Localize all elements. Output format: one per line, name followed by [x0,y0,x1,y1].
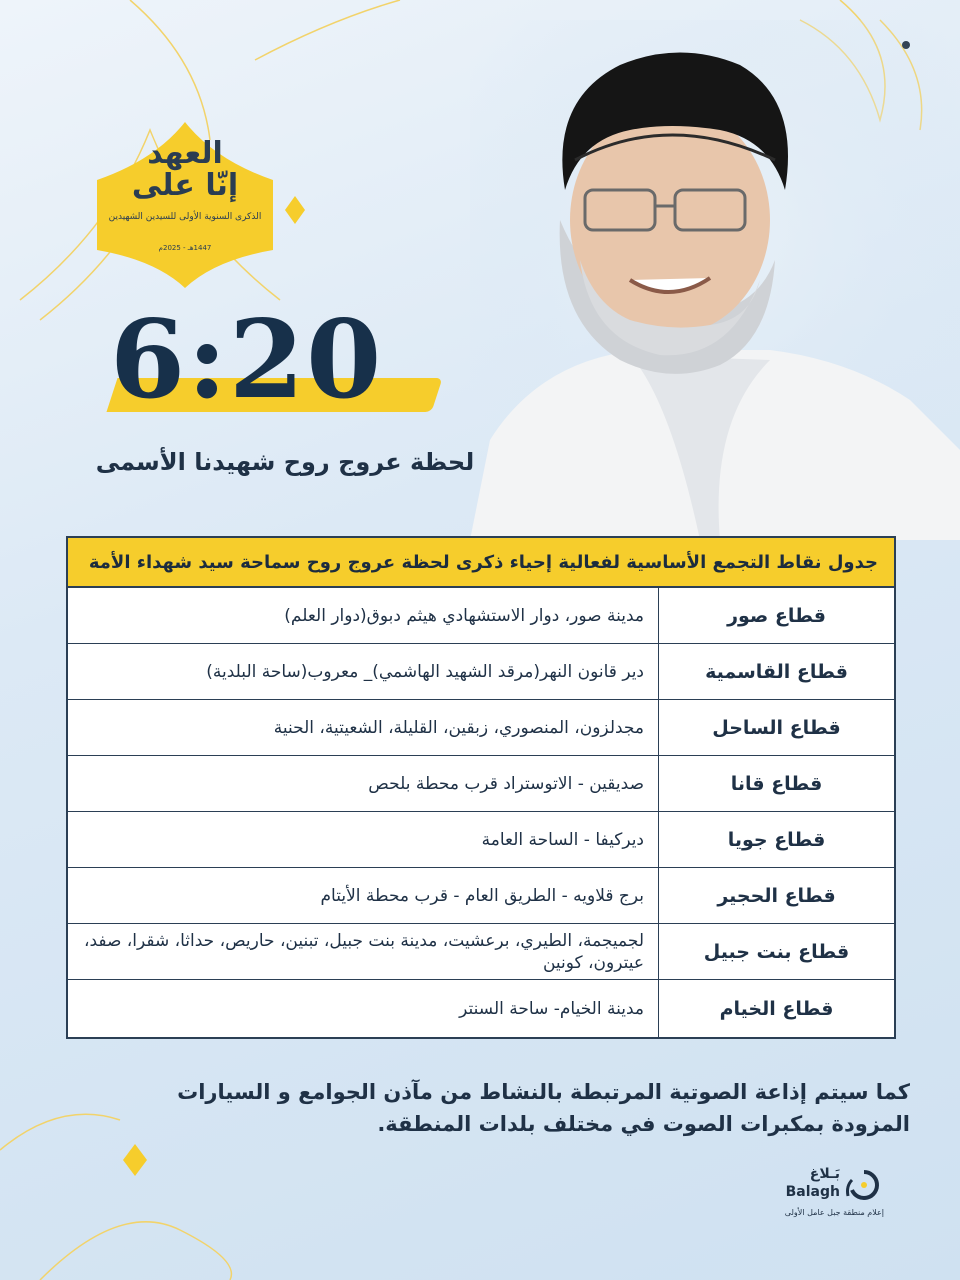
logo-date: 1447هـ - 2025م [158,244,212,252]
sector-cell: قطاع الساحل [658,700,894,755]
location-cell: مدينة صور، دوار الاستشهادي هيثم دبوق(دوار العلم) [284,605,644,626]
table-row [68,644,894,700]
table-title: جدول نقاط التجمع الأساسية لفعالية إحياء ذكرى لحظة عروج روح سماحة سيد شهداء الأمة [66,536,896,588]
brand-name-latin: Balagh [785,1184,840,1200]
broadcast-note: كما سيتم إذاعة الصوتية المرتبطة بالنشاط من مآذن الجوامع و السيارات المزودة بمكبرات الصوت في مختلف بلدات المنطقة. [177,1080,910,1136]
hero-tagline: لحظة عروج روح شهيدنا الأسمى [95,448,475,476]
location-cell: مجدلزون، المنصوري، زبقين، القليلة، الشعيتية، الحنية [273,717,644,738]
table-row [68,812,894,868]
sector-cell: قطاع القاسمية [658,644,894,699]
brand-mark-icon [844,1168,882,1202]
sector-cell: قطاع قانا [658,756,894,811]
table-row [68,924,894,980]
location-cell: مدينة الخيام- ساحة السنتر [459,998,644,1019]
table-body [66,588,896,1039]
sector-cell: قطاع الخيام [658,980,894,1037]
logo-title [95,138,275,202]
sector-cell: قطاع بنت جبيل [658,924,894,979]
logo-subtitle: الذكرى السنوية الأولى للسيدين الشهيدين [108,212,262,222]
sector-cell: قطاع جويا [658,812,894,867]
brand-subtitle: إعلام منطقة جبل عامل الأولى [784,1208,884,1217]
table-row [68,756,894,812]
location-cell: برج قلاويه - الطريق العام - قرب محطة الأيتام [320,885,644,906]
brand-name-arabic: بَـلاغ [809,1166,840,1182]
sector-cell: قطاع الحجير [658,868,894,923]
sector-cell: قطاع صور [658,588,894,643]
logo-title-line1: العهد [147,136,223,171]
table-row [68,980,894,1037]
gathering-points-table [66,536,896,1039]
location-cell: دير قانون النهر(مرقد الشهيد الهاشمي)_ معروب(ساحة البلدية) [206,661,644,682]
logo-title-line2: إنّا على [131,168,239,203]
table-row [68,868,894,924]
table-row [68,700,894,756]
location-cell: صديقين - الاتوستراد قرب محطة بلحص [368,773,644,794]
location-cell: ديركيفا - الساحة العامة [481,829,644,850]
table-row [68,588,894,644]
event-logo [95,120,275,290]
brand-logo [748,1162,888,1222]
hero-time: 6:20 [110,297,384,423]
location-cell: لجميجمة، الطيري، برعشيت، مدينة بنت جبيل، تبنين، حاريص، حداثا، شقرا، صفد، عيترون، كونين [83,931,644,973]
portrait-image [470,20,960,540]
